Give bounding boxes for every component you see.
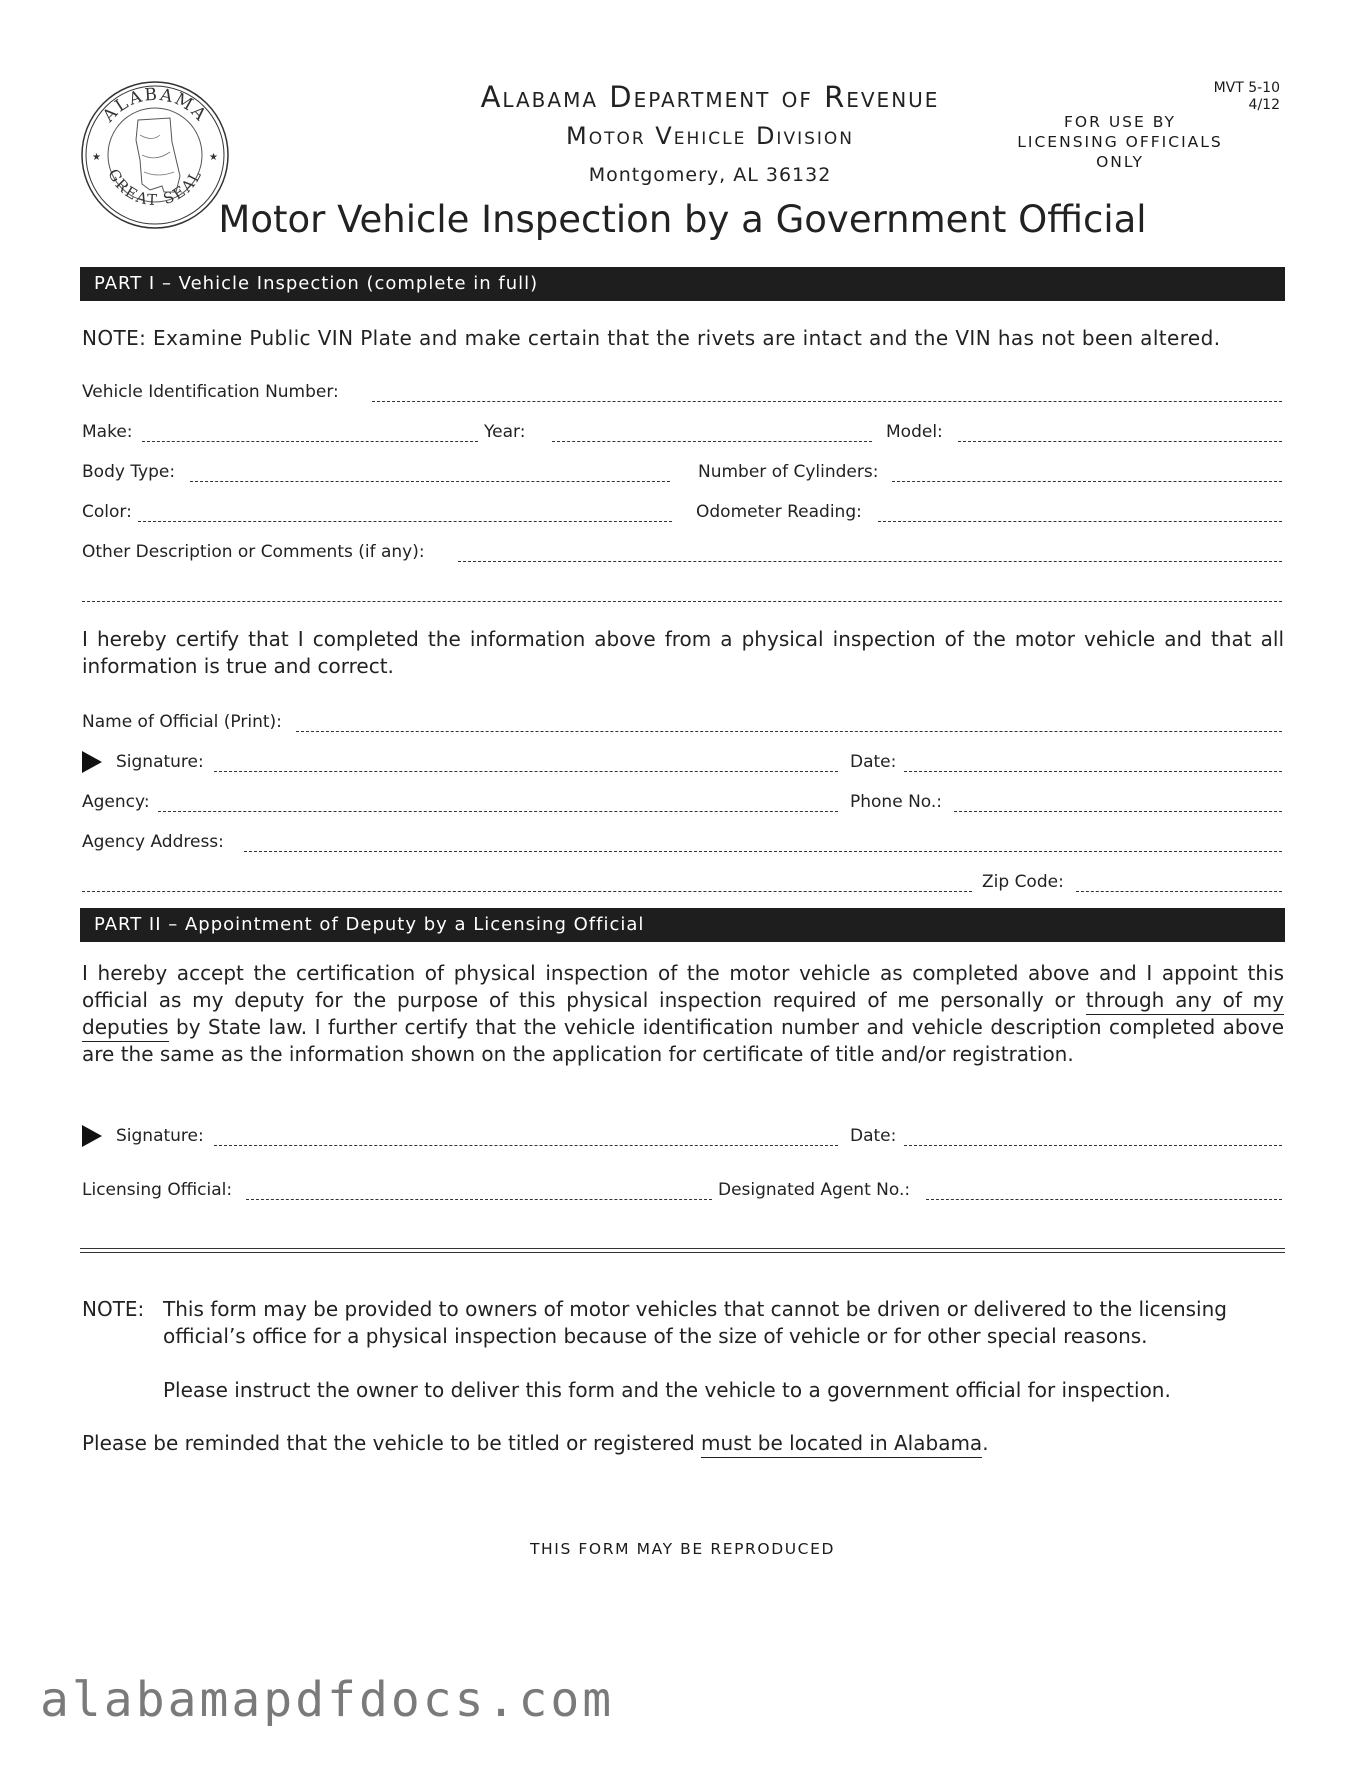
deputy-text-part-a: I hereby accept the certification of physical inspection of the motor vehicle as completed above and I appoint this official as my deputy for the purpose of this physical inspection required of me personally or	[82, 961, 1284, 1012]
divider-rule-top	[80, 1248, 1285, 1249]
designated-agent-label: Designated Agent No.:	[718, 1180, 911, 1200]
footer-instruction-text: Please instruct the owner to deliver this form and the vehicle to a government official for inspection.	[163, 1378, 1171, 1402]
official-date-label: Date:	[850, 752, 897, 772]
agency-field[interactable]	[158, 811, 838, 812]
deputy-text-part-b: by State law. I further certify that the vehicle identification number and vehicle description completed above are the same as the information shown on the application for certificate of title and/or registration.	[82, 1015, 1284, 1066]
use-by-line-2: LICENSING OFFICIALS	[1017, 133, 1223, 151]
footer-note-label: NOTE:	[82, 1297, 145, 1321]
color-label: Color:	[82, 502, 132, 522]
form-date: 4/12	[1248, 97, 1280, 113]
other-description-field-2[interactable]	[82, 601, 1282, 602]
licensing-date-field[interactable]	[904, 1145, 1282, 1146]
svg-text:★: ★	[209, 152, 218, 163]
seal-top-text: ALABAMA	[98, 84, 212, 127]
agency-label: Agency:	[82, 792, 150, 812]
cylinders-field[interactable]	[892, 481, 1282, 482]
reminder-part-a: Please be reminded that the vehicle to be titled or registered	[82, 1431, 702, 1455]
licensing-official-field[interactable]	[246, 1199, 712, 1200]
designated-agent-field[interactable]	[926, 1199, 1282, 1200]
footer-note-text: This form may be provided to owners of motor vehicles that cannot be driven or delivered to the licensing official’s office for a physical inspection because of the size of vehicle or for other special reasons.	[163, 1297, 1227, 1348]
licensing-signature-label: Signature:	[116, 1126, 204, 1146]
agency-address-label: Agency Address:	[82, 832, 224, 852]
licensing-signature-field[interactable]	[214, 1145, 838, 1146]
svg-text:ALABAMA	[98, 85, 211, 127]
form-number: MVT 5-10	[1213, 80, 1280, 96]
seal-bottom-text: GREAT SEAL	[104, 165, 206, 210]
other-description-label: Other Description or Comments (if any):	[82, 542, 425, 562]
vin-field[interactable]	[372, 401, 1282, 402]
reminder-part-b: .	[982, 1431, 989, 1455]
zip-code-label: Zip Code:	[982, 872, 1064, 892]
use-by-note	[1010, 112, 1230, 172]
phone-label: Phone No.:	[850, 792, 943, 812]
official-signature-field[interactable]	[214, 771, 838, 772]
body-type-label: Body Type:	[82, 462, 176, 482]
body-type-field[interactable]	[190, 481, 670, 482]
vin-plate-note: NOTE: Examine Public VIN Plate and make certain that the rivets are intact and the VIN has not been altered.	[82, 326, 1221, 350]
official-name-label: Name of Official (Print):	[82, 712, 282, 732]
other-description-field[interactable]	[458, 561, 1282, 562]
use-by-line-1: FOR USE BY	[1064, 113, 1176, 131]
official-date-field[interactable]	[904, 771, 1282, 772]
phone-field[interactable]	[954, 811, 1282, 812]
year-label: Year:	[484, 422, 526, 442]
official-name-field[interactable]	[296, 731, 1282, 732]
svg-text:★: ★	[92, 152, 101, 163]
odometer-field[interactable]	[878, 521, 1282, 522]
make-label: Make:	[82, 422, 133, 442]
department-address: Montgomery, AL 36132	[588, 164, 832, 186]
vin-label: Vehicle Identification Number:	[82, 382, 339, 402]
location-reminder-text	[82, 1430, 1282, 1457]
deputy-text-underlined: through any of my deputies	[82, 988, 1284, 1042]
watermark: alabamapdfdocs.com	[40, 1672, 615, 1728]
zip-code-field[interactable]	[1076, 891, 1282, 892]
odometer-label: Odometer Reading:	[696, 502, 862, 522]
licensing-official-label: Licensing Official:	[82, 1180, 233, 1200]
model-label: Model:	[886, 422, 943, 442]
make-field[interactable]	[142, 441, 478, 442]
model-field[interactable]	[958, 441, 1282, 442]
licensing-date-label: Date:	[850, 1126, 897, 1146]
year-field[interactable]	[552, 441, 872, 442]
agency-address-field-2[interactable]	[82, 891, 972, 892]
agency-address-field[interactable]	[244, 851, 1282, 852]
reminder-underlined: must be located in Alabama	[701, 1431, 982, 1458]
form-number-block	[1180, 80, 1280, 114]
reproduction-notice: THIS FORM MAY BE REPRODUCED	[529, 1540, 836, 1558]
divider-rule-bottom	[80, 1252, 1285, 1253]
licensing-signature-arrow-icon	[82, 1125, 102, 1147]
department-name: Alabama Department of Revenue	[480, 80, 940, 114]
part-one-heading: PART I – Vehicle Inspection (complete in full)	[80, 267, 1285, 301]
signature-arrow-icon	[82, 751, 102, 773]
division-name: Motor Vehicle Division	[565, 122, 854, 150]
part-two-heading: PART II – Appointment of Deputy by a Licensing Official	[80, 908, 1285, 942]
color-field[interactable]	[138, 521, 672, 522]
cylinders-label: Number of Cylinders:	[698, 462, 879, 482]
inspection-certification-text: I hereby certify that I completed the information above from a physical inspection of the motor vehicle and that all information is true and correct.	[82, 627, 1284, 678]
deputy-appointment-text	[82, 960, 1284, 1068]
page-title: Motor Vehicle Inspection by a Government Official	[218, 198, 1147, 241]
use-by-line-3: ONLY	[1096, 153, 1144, 171]
official-signature-label: Signature:	[116, 752, 204, 772]
